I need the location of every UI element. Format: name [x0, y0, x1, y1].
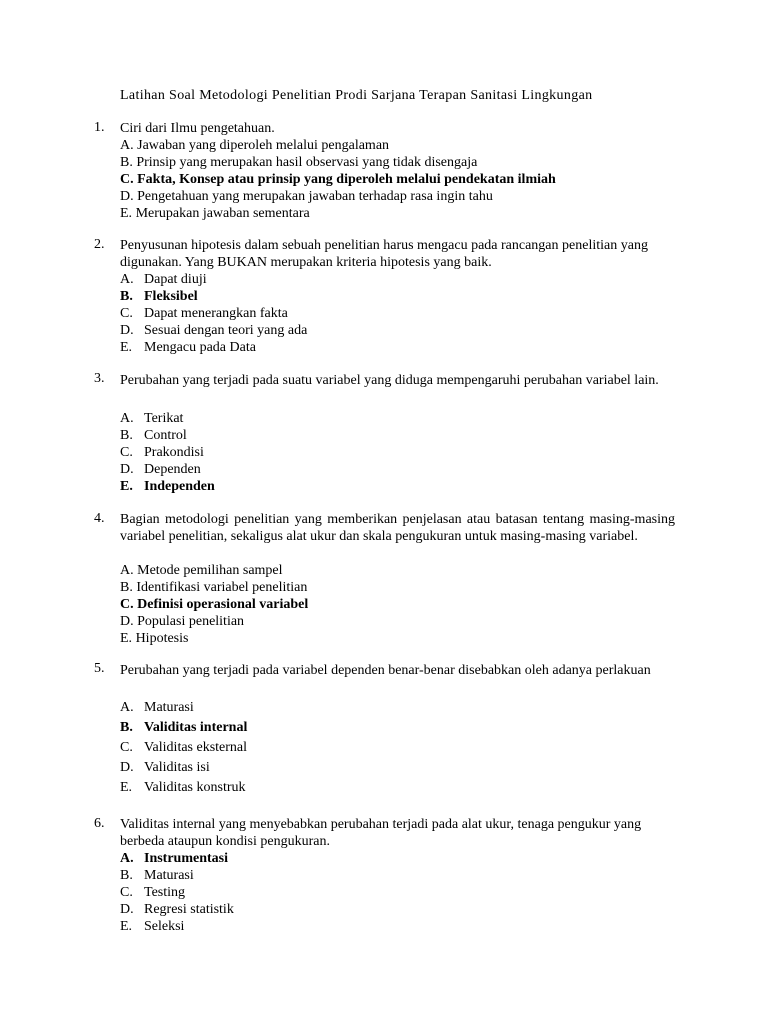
question-number: 5.: [94, 661, 105, 676]
document-title: Latihan Soal Metodologi Penelitian Prodi Sarjana Terapan Sanitasi Lingkungan: [120, 88, 593, 103]
option-c-correct: C. Definisi operasional variabel: [120, 597, 309, 612]
question-number: 4.: [94, 511, 105, 526]
option-e: E. Merupakan jawaban sementara: [120, 206, 310, 221]
question-number: 2.: [94, 237, 105, 252]
question-text: Bagian metodologi penelitian yang memberikan penjelasan atau batasan tentang masing-masing variabel penelitian, sekaligus alat ukur dan skala pengukuran untuk masing-masing variabel.: [120, 512, 675, 544]
question-number: 3.: [94, 371, 105, 386]
question-text: Perubahan yang terjadi pada suatu variabel yang diduga mempengaruhi perubahan variabel lain.: [120, 373, 659, 388]
document-page: Latihan Soal Metodologi Penelitian Prodi Sarjana Terapan Sanitasi Lingkungan 1. Ciri dari Ilmu pengetahuan. A. Jawaban yang diperoleh melalui pengalaman B. Prinsip yang merupakan hasil observasi yang tidak disengaja C. Fakta, Konsep atau prinsip yang diperoleh melalui pendekatan ilmiah D. Pengetahuan yang merupakan jawaban terhadap rasa ingin tahu E. Merupakan jawaban sementara 2. Penyusunan hipotesis dalam sebuah penelitian harus mengacu pada rancangan penelitian yang digunakan. Yang BUKAN merupakan kriteria hipotesis yang baik. A. Dapat diuji B. Fleksibel C. Dapat menerangkan fakta D. Sesuai dengan teori yang ada E. Mengacu pada Data 3. Perubahan yang terjadi pada suatu variabel yang diduga mempengaruhi perubahan variabel lain. A. Terikat B. Control C. Prakondisi D. Dependen E. Independen 4. Bagian metodologi penelitian yang memberikan penjelasan atau batasan tentang masing-masing variabel penelitian, sekaligus alat ukur dan skala pengukuran untuk masing-masing variabel. A. Metode pemilihan sampel B. Identifikasi variabel penelitian C. Definisi operasional variabel D. Populasi penelitian E. Hipotesis 5. Perubahan yang terjadi pada variabel dependen benar-benar disebabkan oleh adanya perlakuan A. Maturasi B. Validitas internal C. Validitas eksternal D. Validitas isi E. Validitas konstruk 6. Validitas internal yang menyebabkan perubahan terjadi pada alat ukur, tenaga pengukur yang berbeda ataupun kondisi pengukuran. A. Instrumentasi B. Maturasi C. Testing D. Regresi statistik E. Seleksi: [0, 0, 768, 1024]
question-text: Penyusunan hipotesis dalam sebuah penelitian harus mengacu pada rancangan penelitian yang digunakan. Yang BUKAN merupakan kriteria hipotesis yang baik.: [120, 238, 648, 270]
question-text: Perubahan yang terjadi pada variabel dependen benar-benar disebabkan oleh adanya perlakuan: [120, 663, 651, 678]
option-b: B. Identifikasi variabel penelitian: [120, 580, 308, 595]
option-d: D. Pengetahuan yang merupakan jawaban terhadap rasa ingin tahu: [120, 189, 493, 204]
option-a: A. Metode pemilihan sampel: [120, 563, 283, 578]
question-number: 6.: [94, 816, 105, 831]
question-text: Validitas internal yang menyebabkan perubahan terjadi pada alat ukur, tenaga pengukur yang berbeda ataupun kondisi pengukuran.: [120, 817, 642, 849]
option-a: A. Jawaban yang diperoleh melalui pengalaman: [120, 138, 390, 153]
question-text: Ciri dari Ilmu pengetahuan.: [120, 121, 275, 136]
question-number: 1.: [94, 120, 105, 135]
option-b: B. Prinsip yang merupakan hasil observasi yang tidak disengaja: [120, 155, 478, 170]
option-e: E. Hipotesis: [120, 631, 189, 646]
option-d: D. Populasi penelitian: [120, 614, 245, 629]
option-c-correct: C. Fakta, Konsep atau prinsip yang diperoleh melalui pendekatan ilmiah: [120, 172, 556, 187]
